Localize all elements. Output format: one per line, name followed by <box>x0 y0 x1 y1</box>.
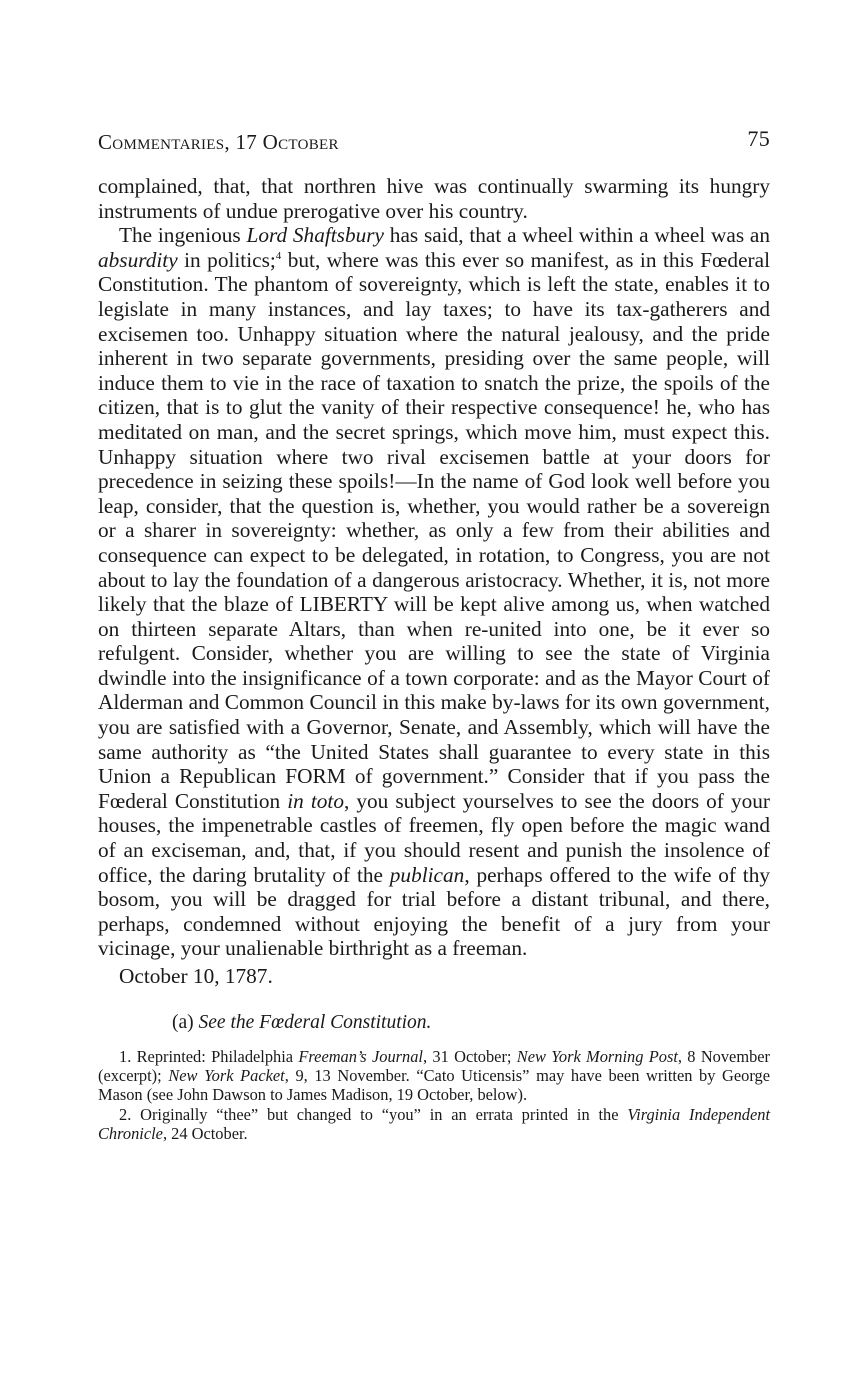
text-segment: has said, that a wheel within a wheel was an <box>384 223 770 248</box>
dateline: October 10, 1787. <box>119 964 273 988</box>
text-segment: , perhaps offered to the wife of thy bosom, you will be dragged for trial before a distant tribunal, and there, perhaps, condemned without enjoying the benefit of a jury from your vicinage, your unalienable birthright as a freeman. <box>98 862 770 961</box>
text-segment: , 9, 13 November. “Cato Uticensis” may have been written by George Mason (see John Dawson to James Madison, 19 October, below). <box>98 1066 770 1105</box>
italic-name: Lord Shaftsbury <box>246 223 385 248</box>
footnote-reference: 4 <box>275 249 282 262</box>
text-segment: , 24 October. <box>162 1123 248 1143</box>
text-segment: but, where was this ever so manifest, as in this Fœderal Constitution. The phantom of sovereignty, which is left the state, enables it to legislate in many instances, and lay taxes; to have its tax-gatherers and excisemen too. Unhappy situation where the natural jealousy, and the pride inherent in two separate governments, presiding over the same people, will induce them to vie in the race of taxation to snatch the prize, the spoils of the citizen, that is to glut the vanity of their respective consequence! he, who has meditated on man, and the secret springs, which move him, must expect this. Unhappy situation where two rival excisemen battle at your doors for precedence in seizing these spoils!—In the name of God look well before you leap, consider, that the question is, whether, you would rather be a sovereign or a sharer in sovereignty: whether, as only a few from their abilities and consequence can expect to be delegated, in rotation, to Congress, you are not about to lay the foundation of a dangerous aristocracy. Whether, it is, not more likely that the blaze of LIBERTY will be kept alive among us, when watched on thirteen separate Altars, than when re-united into one, be it ever so refulgent. Consider, whether you are willing to see the state of Virginia dwindle into the insignificance of a town corporate: and as the Mayor Court of Alderman and Common Council in this make by-laws for its own government, you are satisfied with a Governor, Senate, and Assembly, which will have the same authority as “the United States shall guarantee to every state in this Union a Republican FORM of government.” Consider that if you pass the Fœderal Constitution <box>98 247 770 813</box>
italic-title: Freeman’s Journal <box>298 1047 423 1066</box>
italic-word: absurdity <box>98 247 178 272</box>
italic-title: Virginia Independent Chronicle <box>98 1104 771 1143</box>
footnote-1 <box>98 1047 770 1105</box>
text-segment: in politics; <box>177 247 276 272</box>
page-number: 75 <box>747 126 770 151</box>
running-head <box>98 126 770 158</box>
running-head-title: Commentaries, 17 October <box>98 130 339 154</box>
text-segment: , 31 October; <box>422 1047 517 1066</box>
text-segment: The ingenious <box>119 223 247 248</box>
text-segment: , you subject yourselves to see the doors of your houses, the impenetrable castles of freemen, fly open before the magic wand of an exciseman, and, that, if you should resent and punish the insolence of office, the daring brutality of the <box>98 788 770 887</box>
footnotes <box>98 1047 770 1143</box>
paragraph-continued: complained, that, that northren hive was continually swarming its hungry instruments of undue prerogative over his country. <box>98 174 770 223</box>
italic-word: publican <box>389 862 465 887</box>
note-text: See the Fœderal Constitution. <box>198 1012 432 1033</box>
body-text <box>98 174 770 961</box>
text-segment: 2. Originally “thee” but changed to “you” in an errata printed in the <box>119 1104 628 1124</box>
document-page <box>98 126 770 1143</box>
text-segment: , 8 November (excerpt); <box>98 1047 770 1086</box>
italic-title: New York Morning Post <box>516 1047 678 1066</box>
note-marker: (a) <box>172 1012 199 1033</box>
italic-phrase: in toto <box>287 788 344 813</box>
text-segment: 1. Reprinted: Philadelphia <box>119 1047 299 1066</box>
footnote-2 <box>98 1105 770 1143</box>
italic-title: New York Packet <box>168 1066 285 1086</box>
paragraph-shaftsbury <box>98 223 770 961</box>
editorial-note <box>98 1011 770 1035</box>
